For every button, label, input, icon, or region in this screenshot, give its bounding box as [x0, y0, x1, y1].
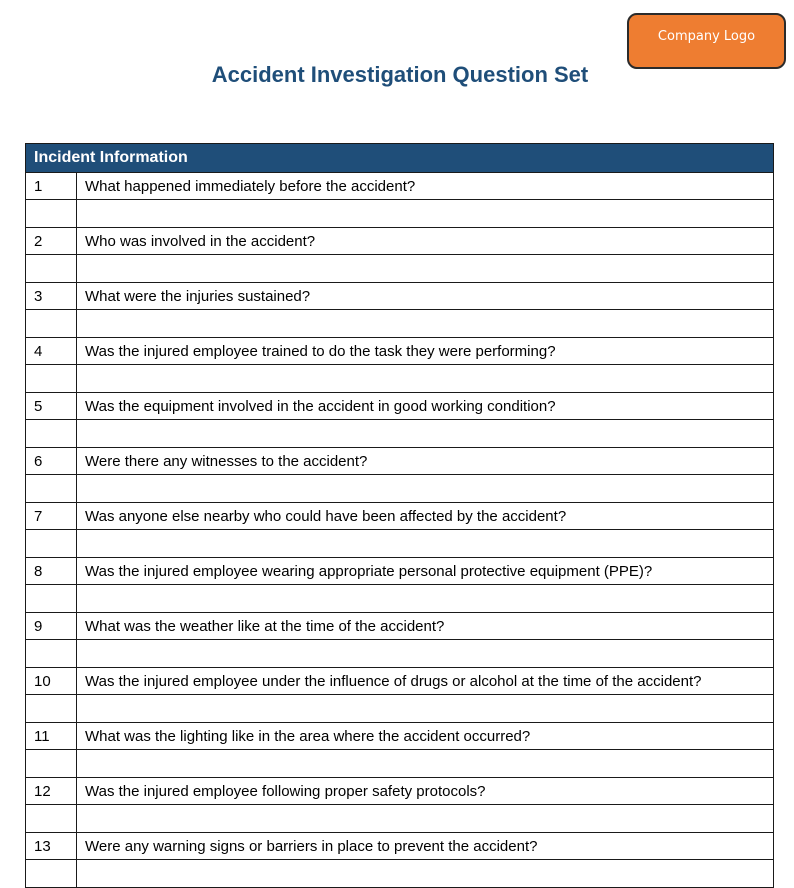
- question-row: [26, 228, 774, 255]
- question-number: 6: [26, 448, 77, 475]
- question-row: [26, 558, 774, 585]
- answer-row: [26, 860, 774, 888]
- question-row: [26, 173, 774, 200]
- answer-field[interactable]: [77, 365, 774, 393]
- answer-row: [26, 530, 774, 558]
- answer-number-cell: [26, 695, 77, 723]
- question-text: Was the injured employee wearing appropriate personal protective equipment (PPE)?: [77, 558, 774, 585]
- answer-number-cell: [26, 805, 77, 833]
- question-number: 13: [26, 833, 77, 860]
- answer-row: [26, 695, 774, 723]
- answer-number-cell: [26, 255, 77, 283]
- answer-row: [26, 365, 774, 393]
- answer-field[interactable]: [77, 310, 774, 338]
- question-row: [26, 723, 774, 750]
- question-number: 5: [26, 393, 77, 420]
- answer-field[interactable]: [77, 530, 774, 558]
- question-number: 9: [26, 613, 77, 640]
- page-title: Accident Investigation Question Set: [211, 62, 589, 87]
- answer-number-cell: [26, 365, 77, 393]
- question-text: Was the injured employee following proper safety protocols?: [77, 778, 774, 805]
- answer-field[interactable]: [77, 585, 774, 613]
- answer-row: [26, 255, 774, 283]
- answer-number-cell: [26, 475, 77, 503]
- answer-row: [26, 585, 774, 613]
- question-text: What was the weather like at the time of the accident?: [77, 613, 774, 640]
- question-number: 11: [26, 723, 77, 750]
- answer-field[interactable]: [77, 860, 774, 888]
- answer-field[interactable]: [77, 750, 774, 778]
- question-text: Was the injured employee under the influence of drugs or alcohol at the time of the accident?: [77, 668, 774, 695]
- answer-row: [26, 750, 774, 778]
- answer-number-cell: [26, 530, 77, 558]
- section-header: Incident Information: [26, 144, 774, 173]
- answer-field[interactable]: [77, 695, 774, 723]
- question-row: [26, 778, 774, 805]
- question-text: What happened immediately before the accident?: [77, 173, 774, 200]
- answer-row: [26, 475, 774, 503]
- answer-row: [26, 420, 774, 448]
- question-number: 8: [26, 558, 77, 585]
- answer-field[interactable]: [77, 420, 774, 448]
- answer-number-cell: [26, 585, 77, 613]
- question-number: 7: [26, 503, 77, 530]
- question-row: [26, 338, 774, 365]
- question-text: Were there any witnesses to the accident?: [77, 448, 774, 475]
- question-number: 1: [26, 173, 77, 200]
- answer-number-cell: [26, 420, 77, 448]
- question-row: [26, 283, 774, 310]
- answer-row: [26, 310, 774, 338]
- company-logo-label: Company Logo: [657, 29, 756, 44]
- answer-field[interactable]: [77, 805, 774, 833]
- answer-field[interactable]: [77, 255, 774, 283]
- answer-number-cell: [26, 310, 77, 338]
- question-text: Were any warning signs or barriers in place to prevent the accident?: [77, 833, 774, 860]
- question-text: Was anyone else nearby who could have been affected by the accident?: [77, 503, 774, 530]
- answer-field[interactable]: [77, 640, 774, 668]
- question-number: 10: [26, 668, 77, 695]
- section-header-row: [26, 144, 774, 173]
- answer-number-cell: [26, 860, 77, 888]
- question-list: [26, 173, 774, 888]
- answer-field[interactable]: [77, 200, 774, 228]
- question-number: 4: [26, 338, 77, 365]
- question-row: [26, 668, 774, 695]
- question-text: Was the injured employee trained to do the task they were performing?: [77, 338, 774, 365]
- answer-row: [26, 640, 774, 668]
- question-text: Who was involved in the accident?: [77, 228, 774, 255]
- question-number: 12: [26, 778, 77, 805]
- question-text: What was the lighting like in the area where the accident occurred?: [77, 723, 774, 750]
- answer-number-cell: [26, 200, 77, 228]
- question-row: [26, 393, 774, 420]
- question-text: What were the injuries sustained?: [77, 283, 774, 310]
- question-text: Was the equipment involved in the accident in good working condition?: [77, 393, 774, 420]
- question-row: [26, 833, 774, 860]
- question-row: [26, 613, 774, 640]
- answer-row: [26, 805, 774, 833]
- question-number: 2: [26, 228, 77, 255]
- answer-number-cell: [26, 640, 77, 668]
- question-table: [25, 143, 774, 888]
- question-row: [26, 503, 774, 530]
- question-row: [26, 448, 774, 475]
- answer-field[interactable]: [77, 475, 774, 503]
- answer-row: [26, 200, 774, 228]
- answer-number-cell: [26, 750, 77, 778]
- question-number: 3: [26, 283, 77, 310]
